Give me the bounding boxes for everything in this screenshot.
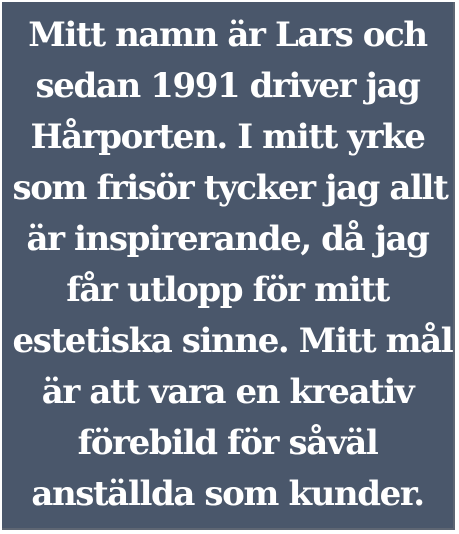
- quote-line: som frisör tycker jag allt: [12, 168, 448, 208]
- quote-card: [2, 2, 455, 530]
- quote-line: får utlopp för mitt: [66, 270, 389, 310]
- quote-line: är inspirerande, då jag: [26, 219, 429, 259]
- quote-line: Hårporten. I mitt yrke: [30, 117, 425, 157]
- quote-line: sedan 1991 driver jag: [35, 66, 420, 106]
- quote-line: är att vara en kreativ: [41, 372, 414, 412]
- quote-text: [12, 10, 453, 520]
- quote-line: förebild för såväl: [77, 423, 378, 463]
- quote-line: Mitt namn är Lars och: [28, 15, 427, 55]
- quote-line: estetiska sinne. Mitt mål: [12, 321, 453, 361]
- quote-line: anställda som kunder.: [31, 474, 424, 514]
